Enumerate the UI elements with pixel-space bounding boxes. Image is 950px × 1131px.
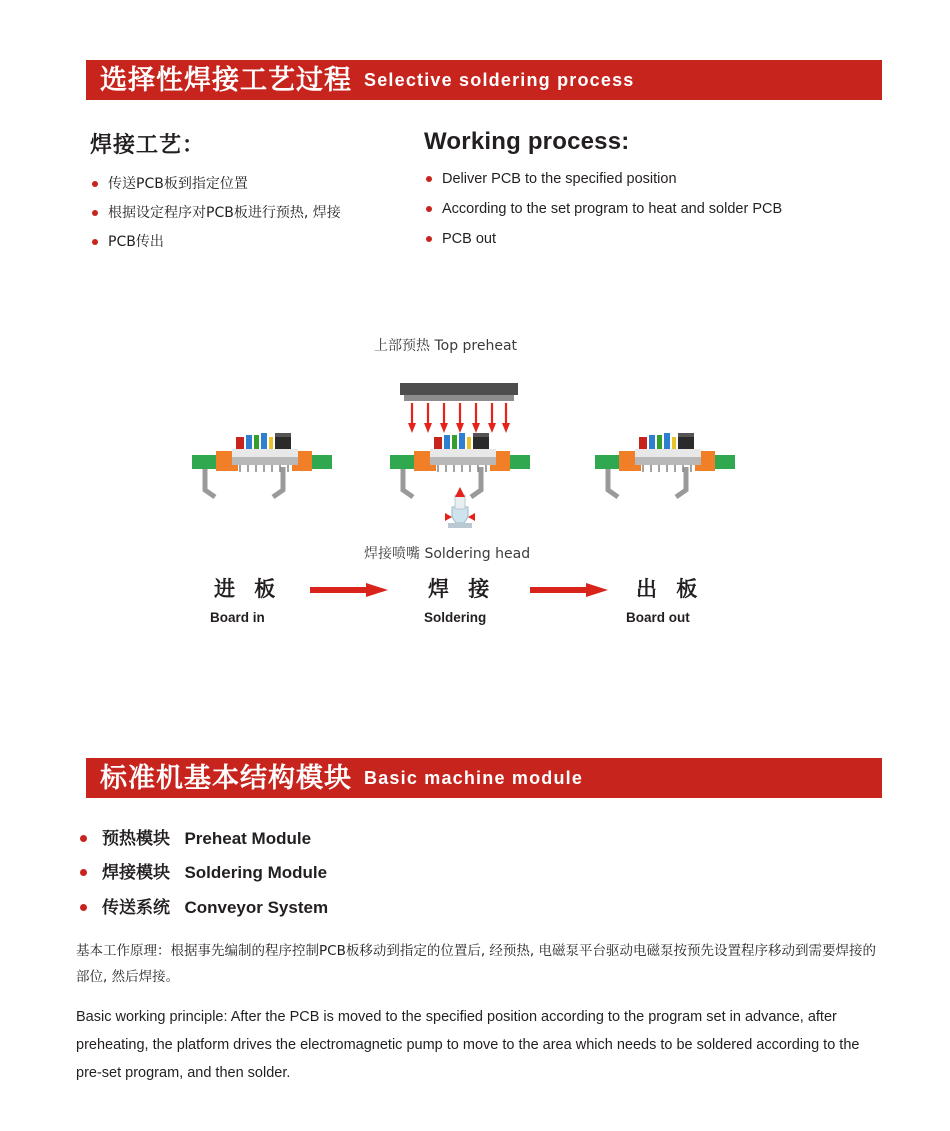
list-item	[76, 862, 896, 884]
working-principle-text	[76, 938, 876, 1087]
process-list-cn	[90, 175, 410, 252]
process-column-cn	[90, 128, 410, 263]
stage-label-en-board-out: Board out	[626, 610, 690, 625]
banner-title-en: Basic machine module	[364, 768, 584, 788]
module-label-cn: 预热模块	[102, 829, 170, 849]
pcb-assembly-board-in	[192, 433, 332, 497]
section-banner-selective-soldering	[76, 60, 882, 100]
flow-arrow-icon	[310, 583, 388, 597]
banner-title-en: Selective soldering process	[364, 70, 635, 90]
list-item	[76, 897, 896, 919]
process-heading-cn: 焊接工艺：	[90, 133, 206, 158]
banner-accent-bar	[76, 60, 86, 100]
banner-accent-bar	[76, 758, 86, 798]
module-label-en: Conveyor System	[184, 897, 329, 917]
process-column-en	[424, 128, 894, 260]
diagram-label-soldering-head: 焊接喷嘴 Soldering head	[364, 546, 531, 562]
process-list-en	[424, 170, 894, 249]
pcb-assembly-soldering	[390, 383, 530, 497]
pcb-illustrations	[0, 345, 950, 595]
module-label-cn: 焊接模块	[102, 863, 170, 884]
stage-label-cn-board-in: 进 板	[214, 577, 282, 601]
stage-label-cn-soldering: 焊 接	[428, 577, 496, 601]
pcb-assembly-board-out	[595, 433, 735, 497]
list-item: PCB传出	[90, 233, 410, 251]
list-item: PCB out	[424, 230, 894, 249]
module-label-en: Preheat Module	[184, 829, 312, 848]
list-item: 根据设定程序对PCB板进行预热, 焊接	[90, 204, 410, 222]
diagram-label-top-preheat: 上部预热 Top preheat	[374, 338, 518, 354]
module-label-cn: 传送系统	[102, 897, 170, 918]
stage-label-en-board-in: Board in	[210, 610, 265, 625]
soldering-process-diagram	[0, 325, 950, 645]
list-item: 传送PCB板到指定位置	[90, 175, 410, 193]
soldering-nozzle-icon	[445, 487, 475, 528]
banner-title-cn: 标准机基本结构模块	[100, 762, 352, 794]
stage-label-cn-board-out: 出 板	[636, 577, 704, 601]
list-item	[76, 828, 896, 850]
flow-arrow-icon	[530, 583, 608, 597]
process-heading-en: Working process:	[424, 128, 630, 155]
list-item: Deliver PCB to the specified position	[424, 170, 894, 189]
machine-module-list	[76, 828, 896, 931]
list-item: According to the set program to heat and solder PCB	[424, 200, 894, 219]
module-label-en: Soldering Module	[184, 863, 328, 883]
paragraph-en: Basic working principle: After the PCB is moved to the specified position according to the program set in advance, after preheating, the platform drives the electromagnetic pump to move to the area which needs to be soldered according to the pre-set program, and then solder.	[76, 1008, 860, 1082]
section-banner-basic-machine-module	[76, 758, 882, 798]
banner-title-cn: 选择性焊接工艺过程	[100, 64, 352, 96]
stage-label-en-soldering: Soldering	[424, 610, 487, 625]
paragraph-cn: 基本工作原理：根据事先编制的程序控制PCB板移动到指定的位置后, 经预热, 电磁泵平台驱动电磁泵按预先设置程序移动到需要焊接的部位, 然后焊接。	[76, 943, 876, 986]
